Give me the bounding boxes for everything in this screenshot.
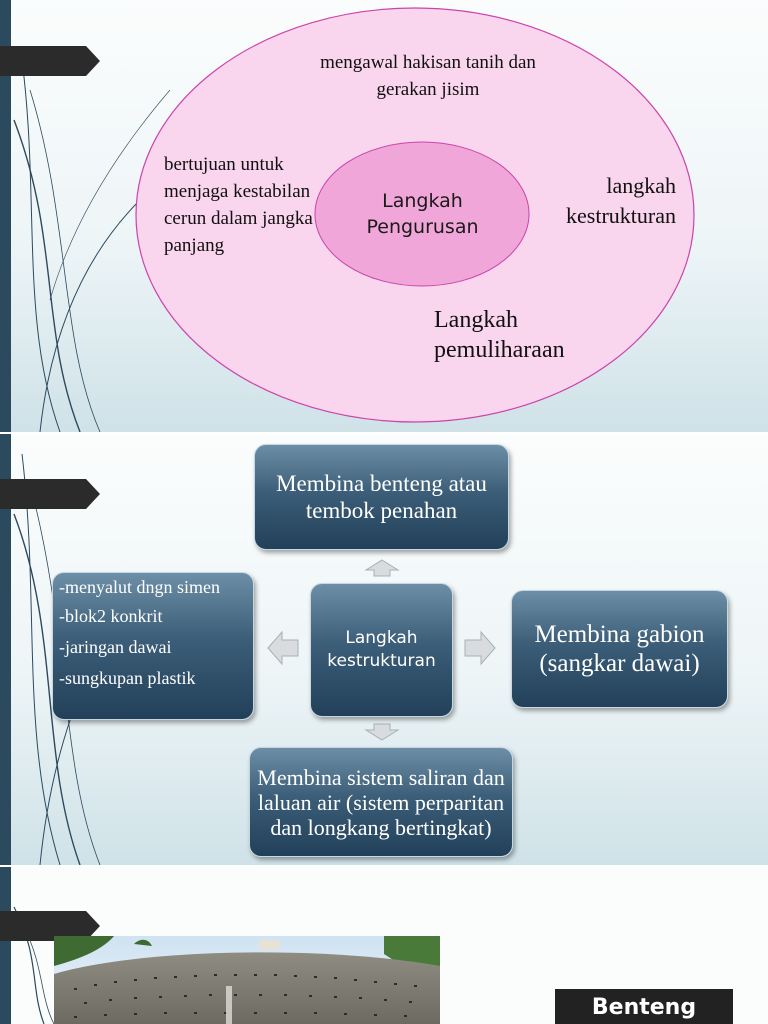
arrow-down-icon <box>364 722 400 742</box>
arrow-up-icon <box>364 558 400 578</box>
left-item: -menyalut dngn simen <box>59 577 220 597</box>
ellipse-center-label: Langkah Pengurusan <box>366 190 479 238</box>
slide-3 <box>0 867 768 1024</box>
top-box: Membina benteng atau tembok penahan <box>254 444 509 550</box>
bottom-box: Membina sistem saliran dan laluan air (sistem perparitan dan longkang bertingkat) <box>249 747 513 857</box>
center-box: Langkah kestrukturan <box>310 583 453 717</box>
arrow-right-icon <box>463 630 497 666</box>
ellipse-right-text: langkah kestrukturan <box>566 173 676 228</box>
slide-1 <box>0 0 768 432</box>
ellipse-bottom-text: Langkah pemuliharaan <box>434 307 565 363</box>
slide-marker-arrow <box>0 479 100 509</box>
arrow-left-icon <box>266 630 300 666</box>
left-item: -jaringan dawai <box>59 637 172 657</box>
retaining-wall-photo <box>54 936 440 1024</box>
left-box <box>52 572 254 720</box>
slide-2 <box>0 434 768 865</box>
right-box: Membina gabion (sangkar dawai) <box>511 590 728 708</box>
left-item: -blok2 konkrit <box>59 606 163 626</box>
ellipse-left-text: bertujuan untuk menjaga kestabilan cerun dalam jangka panjang <box>164 154 313 256</box>
ellipse-top-text: mengawal hakisan tanih dan gerakan jisim <box>320 52 536 100</box>
benteng-label: Benteng <box>555 989 733 1024</box>
left-item: -sungkupan plastik <box>59 668 196 688</box>
